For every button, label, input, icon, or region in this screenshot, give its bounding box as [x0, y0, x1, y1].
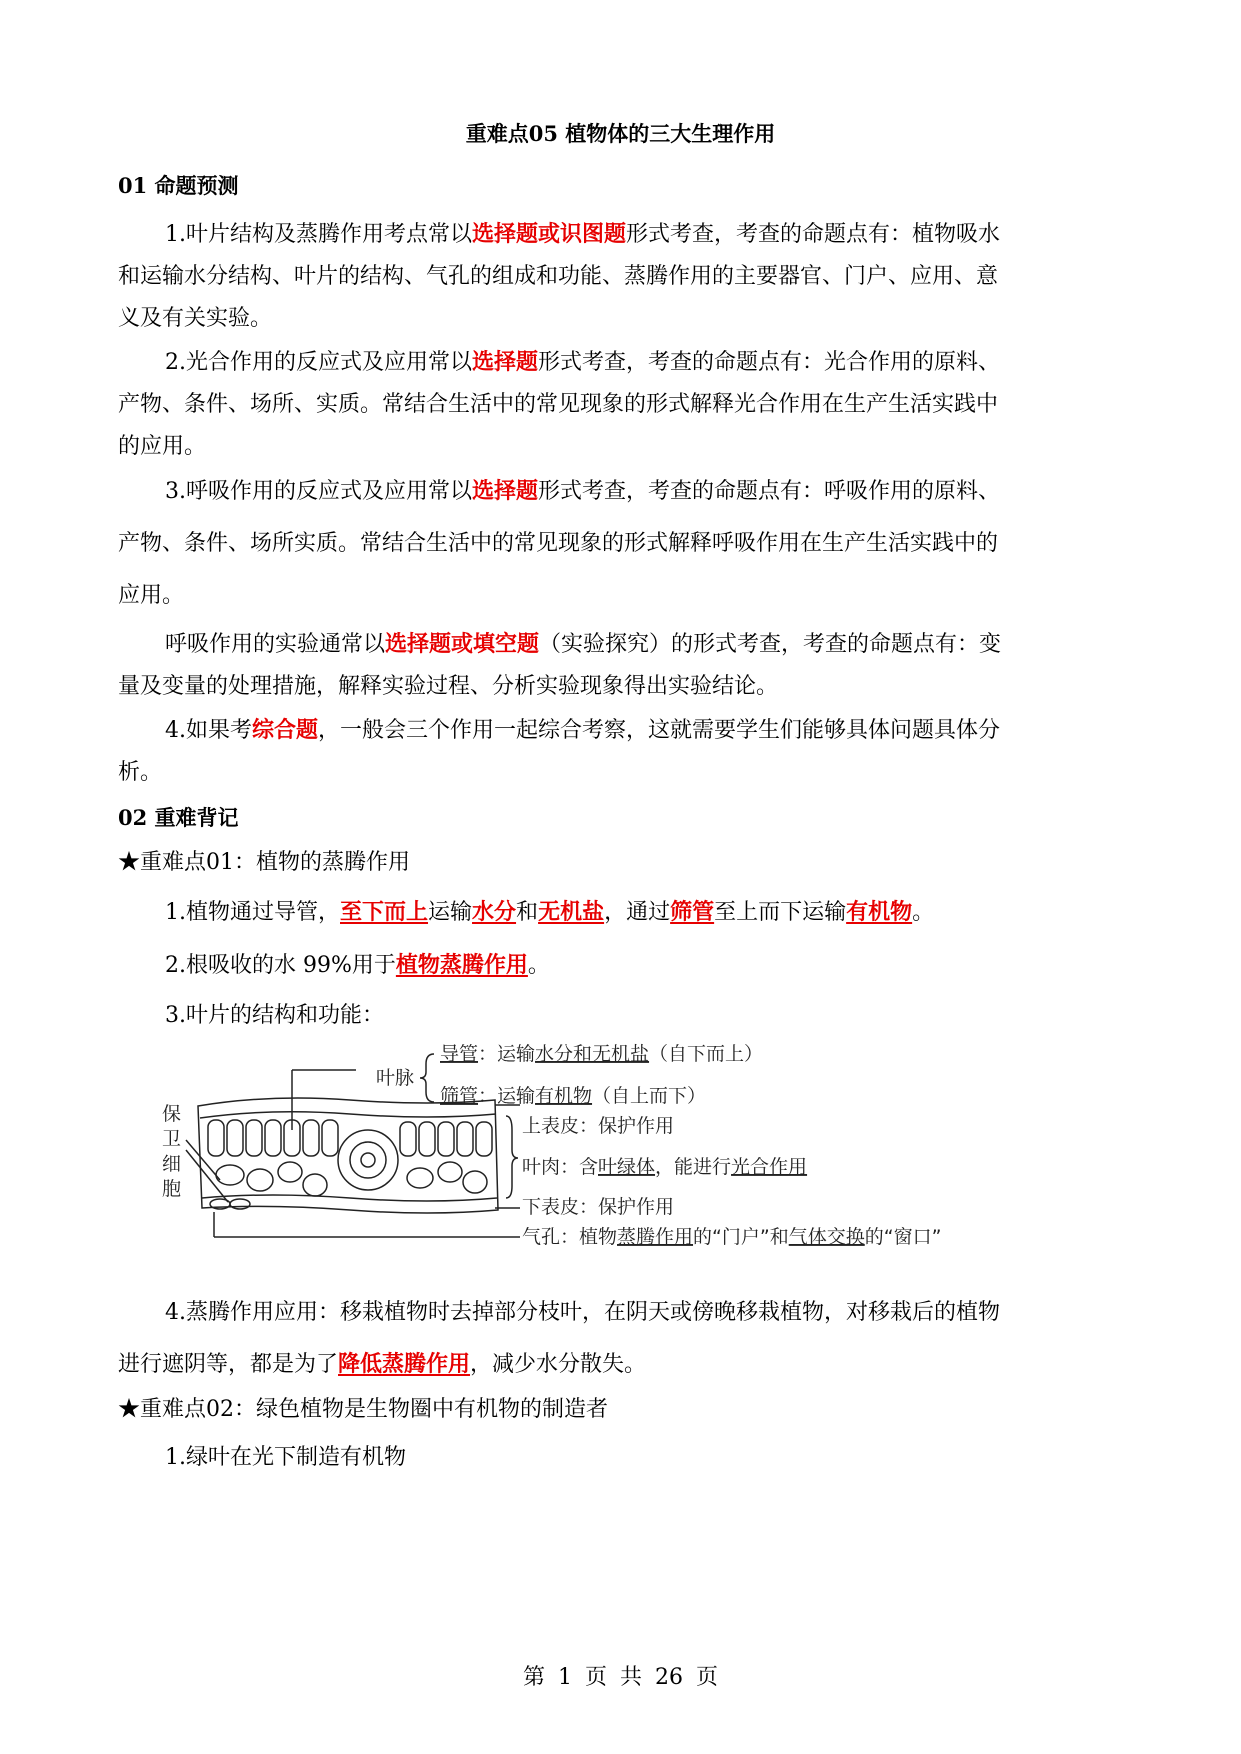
vein-label: 叶脉: [376, 1067, 415, 1089]
text: 运输: [428, 900, 473, 925]
key-point-2-heading: ★重难点02：绿色植物是生物圈中有机物的制造者: [118, 1397, 608, 1422]
text: 和: [516, 900, 539, 925]
section-heading-prediction: 01 命题预测: [118, 173, 239, 198]
text: 进行遮阴等，都是为了: [118, 1352, 339, 1377]
chloroplast-term: 叶绿体: [598, 1156, 656, 1178]
guard-cell-label-2: 卫: [162, 1128, 182, 1150]
gas-exchange-term: 气体交换: [788, 1226, 865, 1248]
text: 至上而下运输: [714, 900, 847, 925]
section-heading-memorize: 02 重难背记: [118, 805, 239, 830]
phloem-label-line: [440, 1085, 706, 1107]
paragraph-2-line-2: 产物、条件、场所、实质。常结合生活中的常见现象的形式解释光合作用在生产生活实践中: [118, 392, 999, 417]
stoma-mid: 的“门户”和: [693, 1226, 789, 1248]
leaf-cross-section-drawing: [198, 1098, 498, 1213]
photosynthesis-term: 光合作用: [731, 1156, 808, 1178]
paragraph-1-line-1: [165, 217, 1000, 248]
text: 1.叶片结构及蒸腾作用考点常以: [165, 222, 472, 247]
text: ，一般会三个作用一起综合考察，这就需要学生们能够具体问题具体分: [318, 718, 1001, 743]
highlight: 选择题: [472, 349, 539, 375]
page-footer: 第 1 页 共 26 页: [523, 1665, 718, 1690]
xylem-desc-underlined: 水分和无机盐: [535, 1043, 650, 1065]
paragraph-5-line-1: [165, 713, 1000, 744]
text: 形式考查，考查的命题点有：植物吸水: [626, 222, 1001, 247]
text: 呼吸作用的实验通常以: [165, 632, 386, 657]
text: 2.光合作用的反应式及应用常以: [165, 350, 472, 375]
text: 。: [912, 900, 935, 925]
text: 3.呼吸作用的反应式及应用常以: [165, 479, 472, 504]
paragraph-4-line-1: [165, 627, 1001, 658]
highlight: 植物蒸腾作用: [395, 952, 528, 978]
highlight: 选择题或识图题: [472, 221, 627, 247]
leaf-structure-diagram: [150, 1030, 970, 1250]
highlight: 筛管: [670, 899, 715, 925]
svg-text:叶肉：含叶绿体，能进行光合作用: [522, 1156, 807, 1178]
key-point-1-item-2: [165, 948, 550, 979]
text: （实验探究）的形式考查，考查的命题点有：变: [539, 632, 1002, 657]
text: ，减少水分散失。: [470, 1352, 647, 1377]
highlight: 降低蒸腾作用: [338, 1351, 471, 1377]
mesophyll-mid: ，能进行: [655, 1156, 732, 1178]
key-point-1-item-3: 3.叶片的结构和功能：: [165, 1003, 384, 1028]
key-point-2-item-1: 1.绿叶在光下制造有机物: [165, 1445, 406, 1470]
stoma-label-line: [522, 1226, 941, 1248]
highlight: 无机盐: [538, 899, 605, 925]
paragraph-1-line-3: 义及有关实验。: [118, 306, 273, 331]
paragraph-1-line-2: 和运输水分结构、叶片的结构、气孔的组成和功能、蒸腾作用的主要器官、门户、应用、意: [118, 264, 999, 289]
text: 4.如果考: [165, 718, 252, 743]
xylem-label: 导管: [440, 1043, 479, 1065]
key-point-1-item-4-line-2: [118, 1347, 646, 1378]
phloem-desc-underlined: 有机物: [535, 1085, 593, 1107]
text: 形式考查，考查的命题点有：呼吸作用的原料、: [538, 479, 1001, 504]
svg-text:导管：运输水分和无机盐（自下而上）: [440, 1043, 763, 1065]
transpiration-term: 蒸腾作用: [617, 1226, 694, 1248]
xylem-label-line: [440, 1043, 763, 1065]
highlight: 至下而上: [340, 899, 429, 925]
highlight: 综合题: [252, 717, 319, 743]
phloem-desc: ：运输: [478, 1085, 536, 1107]
text: 1.植物通过导管，: [165, 900, 340, 925]
key-point-1-item-1: [165, 895, 934, 926]
svg-text:气孔：植物蒸腾作用的“门户”和气体交换的“窗口”: [522, 1226, 941, 1248]
highlight: 选择题或填空题: [385, 631, 540, 657]
upper-epidermis-label: 上表皮：保护作用: [522, 1115, 675, 1137]
highlight: 选择题: [472, 478, 539, 504]
stoma-post: 的“窗口”: [864, 1226, 942, 1248]
stoma-label: 气孔：植物: [522, 1226, 618, 1248]
paragraph-3-line-1: [165, 474, 1000, 505]
key-point-1-item-4-line-1: 4.蒸腾作用应用：移栽植物时去掉部分枝叶，在阴天或傍晚移栽植物，对移栽后的植物: [165, 1300, 1000, 1325]
guard-cell-label-3: 细: [162, 1153, 182, 1175]
paragraph-5-line-2: 析。: [118, 760, 163, 785]
phloem-label: 筛管: [440, 1085, 479, 1107]
highlight: 有机物: [846, 899, 913, 925]
guard-cell-label-4: 胞: [162, 1178, 182, 1200]
svg-text:筛管：运输有机物（自上而下）: [440, 1085, 706, 1107]
text: 2.根吸收的水 99%用于: [165, 953, 396, 978]
paragraph-4-line-2: 量及变量的处理措施，解释实验过程、分析实验现象得出实验结论。: [118, 674, 779, 699]
mesophyll-label-line: [522, 1156, 807, 1178]
paragraph-2-line-1: [165, 345, 1000, 376]
paragraph-2-line-3: 的应用。: [118, 434, 207, 459]
xylem-direction: （自下而上）: [649, 1043, 764, 1065]
phloem-direction: （自上而下）: [592, 1085, 707, 1107]
text: 。: [527, 953, 550, 978]
key-point-1-heading: ★重难点01：植物的蒸腾作用: [118, 850, 410, 875]
paragraph-3-line-3: 应用。: [118, 583, 185, 608]
highlight: 水分: [472, 899, 517, 925]
paragraph-3-line-2: 产物、条件、场所实质。常结合生活中的常见现象的形式解释呼吸作用在生产生活实践中的: [118, 531, 999, 556]
xylem-desc: ：运输: [478, 1043, 536, 1065]
text: ，通过: [604, 900, 671, 925]
lower-epidermis-label: 下表皮：保护作用: [522, 1196, 675, 1218]
page-title: 重难点05 植物体的三大生理作用: [465, 121, 776, 146]
guard-cell-label-1: 保: [162, 1103, 182, 1125]
text: 形式考查，考查的命题点有：光合作用的原料、: [538, 350, 1001, 375]
mesophyll-label: 叶肉：含: [522, 1156, 599, 1178]
